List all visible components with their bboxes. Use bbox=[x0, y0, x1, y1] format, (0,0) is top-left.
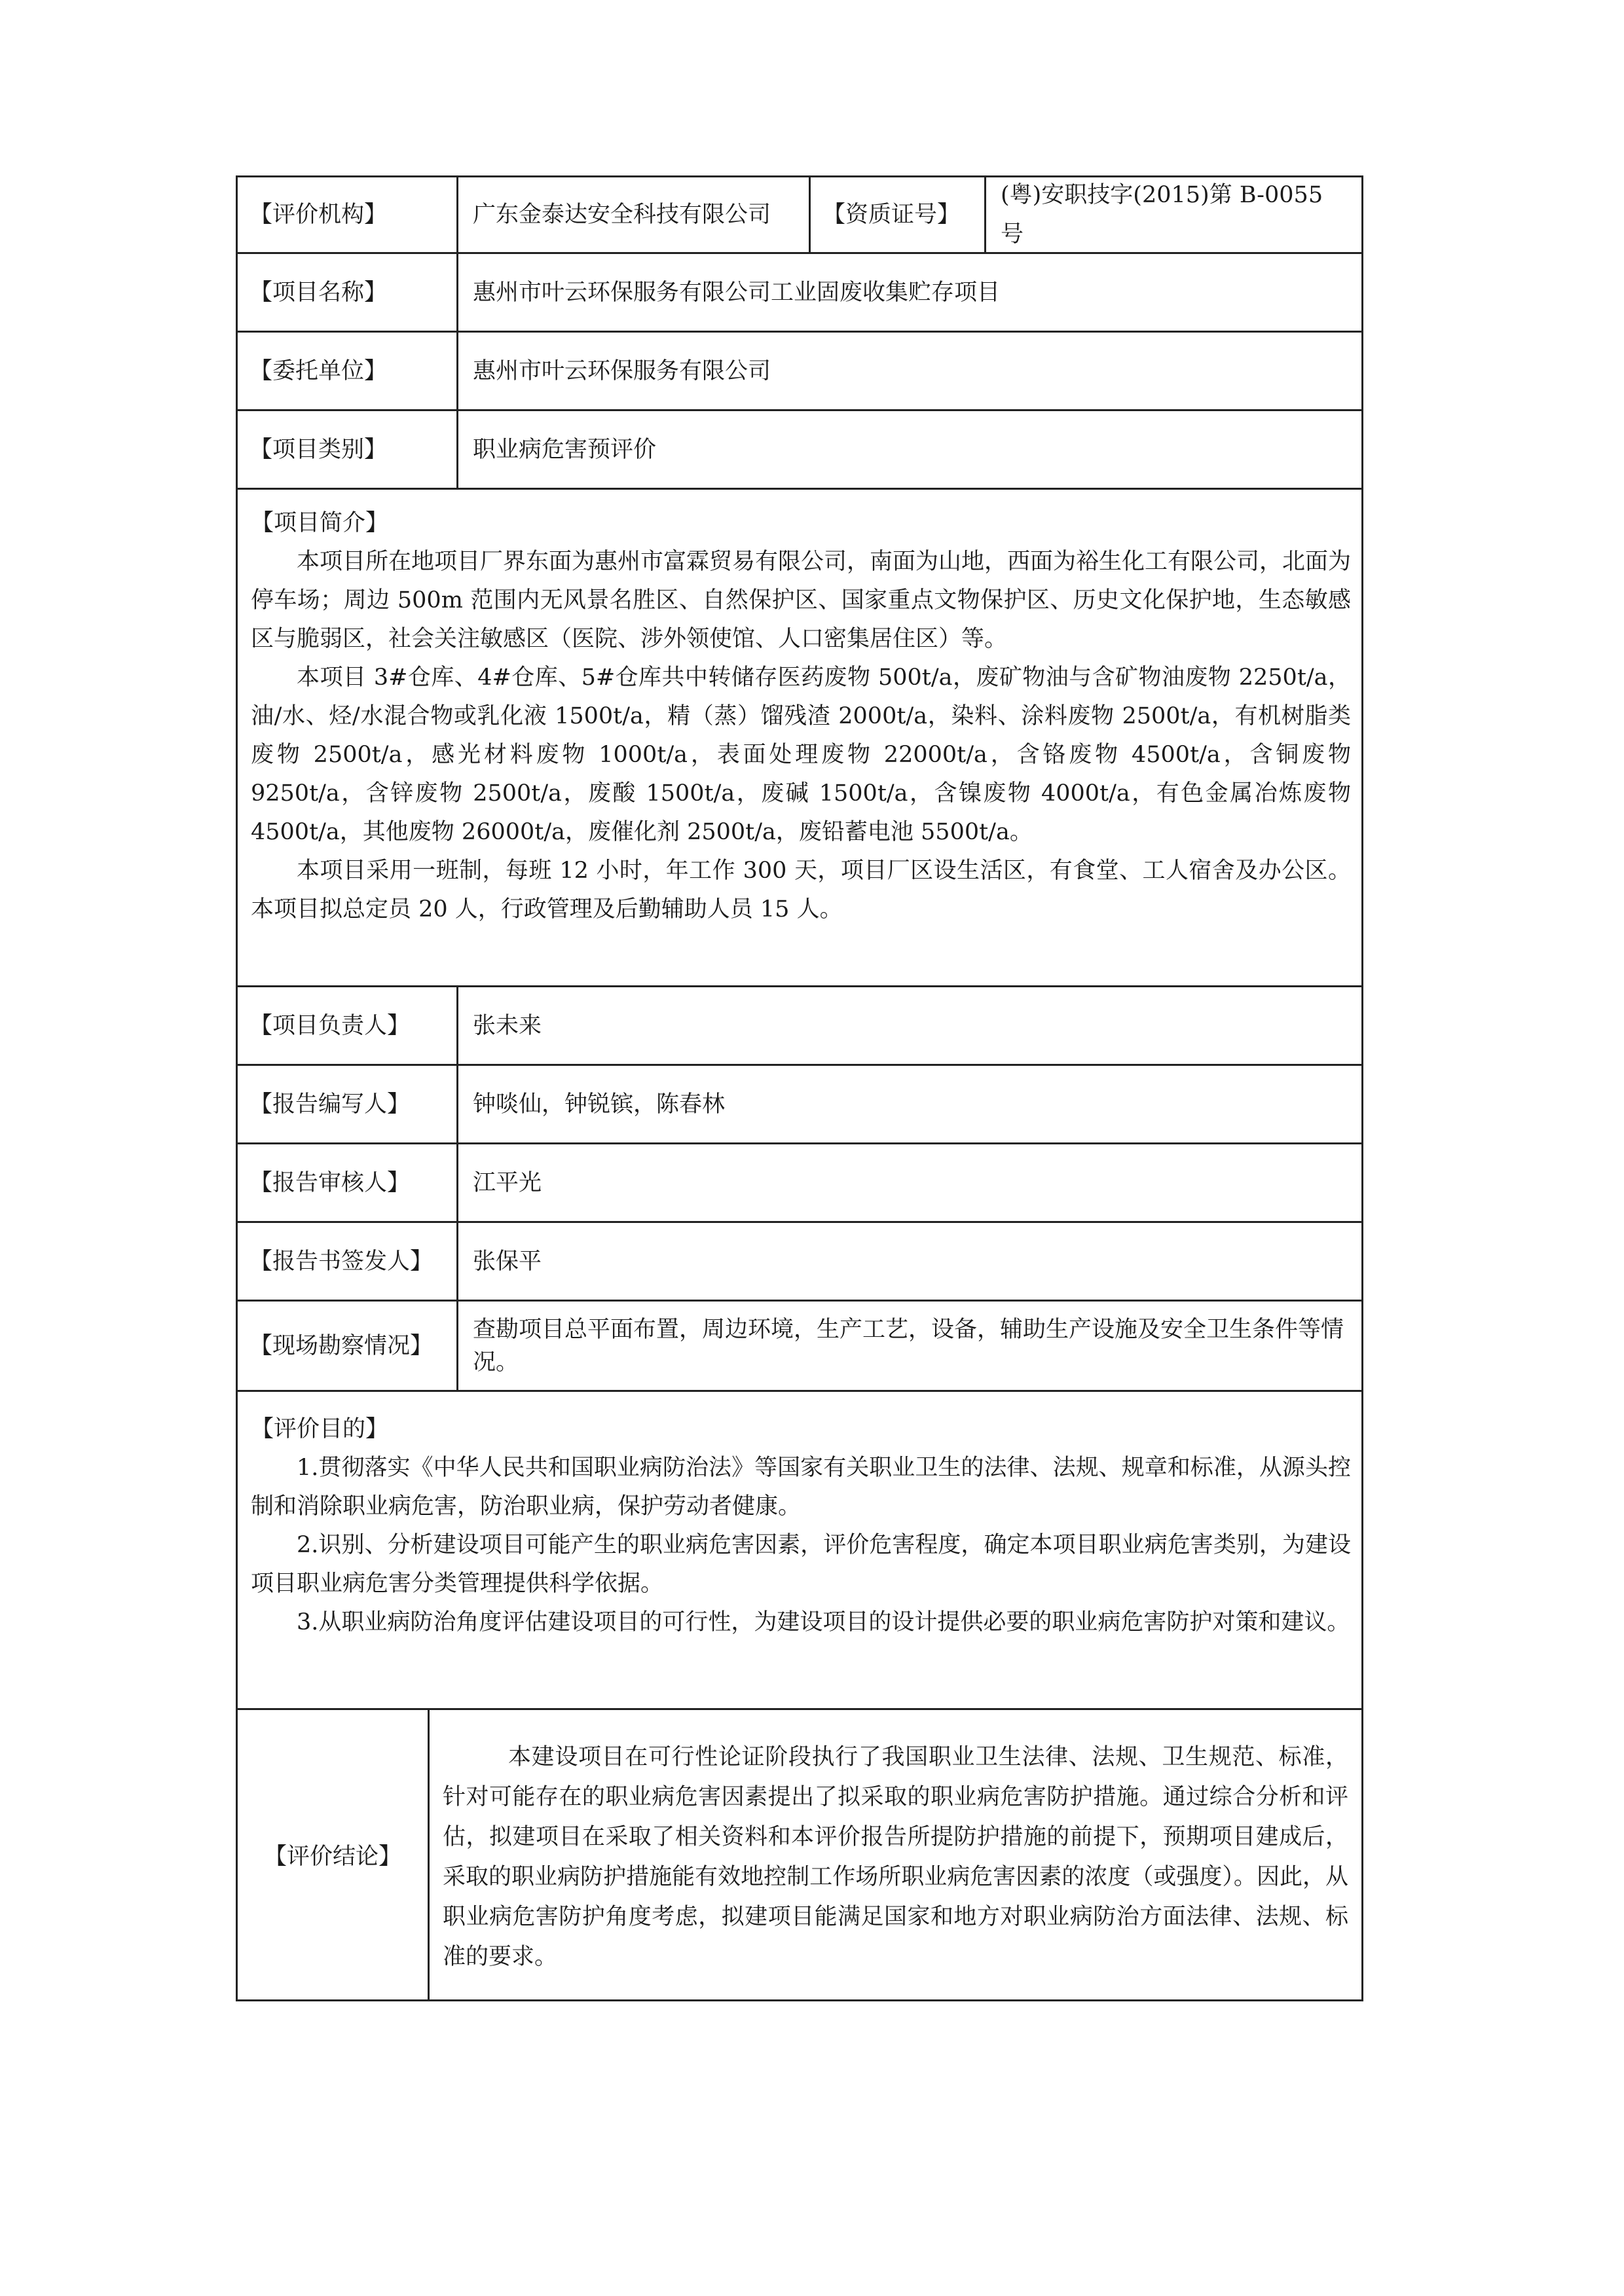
client-row bbox=[236, 333, 1363, 411]
project-name-row bbox=[236, 254, 1363, 333]
row-label: 【报告审核人】 bbox=[238, 1144, 458, 1221]
purpose-item: 3.从职业病防治角度评估建设项目的可行性，为建设项目的设计提供必要的职业病危害防护对策和建议。 bbox=[297, 1609, 1350, 1635]
org-label: 【评价机构】 bbox=[238, 177, 458, 252]
conclusion-text: 本建设项目在可行性论证阶段执行了我国职业卫生法律、法规、卫生规范、标准，针对可能存在的职业病危害因素提出了拟采取的职业病危害防护措施。通过综合分析和评估，拟建项目在采取了相关资料和本评价报告所提防护措施的前提下，预期项目建成后，采取的职业病防护措施能有效地控制工作场所职业病危害因素的浓度（或强度）。因此，从职业病危害防护角度考虑，拟建项目能满足国家和地方对职业病防治方面法律、法规、标准的要求。 bbox=[443, 1744, 1348, 1970]
conclusion-text-cell bbox=[430, 1710, 1361, 1999]
category-row bbox=[236, 411, 1363, 490]
row-label: 【报告编写人】 bbox=[238, 1066, 458, 1142]
conclusion-row bbox=[236, 1710, 1363, 2001]
report-reviewer-value: 江平光 bbox=[473, 1169, 542, 1196]
row-label: 【报告书签发人】 bbox=[238, 1223, 458, 1300]
client-value: 惠州市叶云环保服务有限公司 bbox=[473, 357, 771, 384]
site-survey-row bbox=[236, 1302, 1363, 1392]
intro-title: 【项目简介】 bbox=[251, 510, 389, 536]
report-signer-value: 张保平 bbox=[473, 1248, 542, 1275]
org-value: 广东金泰达安全科技有限公司 bbox=[458, 177, 811, 252]
purpose-title: 【评价目的】 bbox=[251, 1416, 389, 1442]
row-label: 【委托单位】 bbox=[238, 333, 458, 409]
row-label: 【项目负责人】 bbox=[238, 987, 458, 1064]
site-survey-value: 查勘项目总平面布置，周边环境，生产工艺，设备，辅助生产设施及安全卫生条件等情况。 bbox=[473, 1316, 1344, 1376]
project-name-value: 惠州市叶云环保服务有限公司工业固废收集贮存项目 bbox=[473, 279, 1001, 306]
report-writers-value: 钟啖仙，钟锐镔，陈春林 bbox=[473, 1091, 726, 1118]
project-lead-row bbox=[236, 987, 1363, 1066]
conclusion-label: 【评价结论】 bbox=[238, 1710, 430, 1999]
intro-paragraph: 本项目所在地项目厂界东面为惠州市富霖贸易有限公司，南面为山地，西面为裕生化工有限公司，北面为停车场；周边 500m 范围内无风景名胜区、自然保护区、国家重点文物保护区、历史文化保护地，生态敏感区与脆弱区，社会关注敏感区（医院、涉外领使馆、人口密集居住区）等。 bbox=[251, 549, 1352, 652]
cert-value: (粤)安职技字(2015)第 B-0055 号 bbox=[1001, 182, 1323, 247]
evaluation-purpose-block bbox=[236, 1392, 1363, 1710]
project-intro-block bbox=[236, 490, 1363, 987]
row-label: 【项目名称】 bbox=[238, 254, 458, 331]
row-label: 【现场勘察情况】 bbox=[238, 1302, 458, 1390]
evaluation-summary-table bbox=[236, 175, 1363, 2001]
report-reviewer-row bbox=[236, 1144, 1363, 1223]
purpose-item: 2.识别、分析建设项目可能产生的职业病危害因素，评价危害程度，确定本项目职业病危害类别，为建设项目职业病危害分类管理提供科学依据。 bbox=[251, 1532, 1351, 1597]
cert-label: 【资质证号】 bbox=[811, 177, 986, 252]
project-lead-value: 张未来 bbox=[473, 1012, 542, 1039]
category-value: 职业病危害预评价 bbox=[473, 436, 657, 463]
intro-paragraph: 本项目 3#仓库、4#仓库、5#仓库共中转储存医药废物 500t/a，废矿物油与含矿物油废物 2250t/a，油/水、烃/水混合物或乳化液 1500t/a，精（蒸）馏残渣 2000t/a，染料、涂料废物 2500t/a，有机树脂类废物 2500t/a，感光材料废物 1000t/a，表面处理废物 22000t/a，含铬废物 4500t/a，含铜废物 9250t/a，含锌废物 2500t/a，废酸 1500t/a，废碱 1500t/a，含镍废物 4000t/a，有色金属冶炼废物 4500t/a，其他废物 26000t/a，废催化剂 2500t/a，废铅蓄电池 5500t/a。 bbox=[251, 665, 1351, 845]
org-row bbox=[236, 175, 1363, 254]
purpose-item: 1.贯彻落实《中华人民共和国职业病防治法》等国家有关职业卫生的法律、法规、规章和标准，从源头控制和消除职业病危害，防治职业病，保护劳动者健康。 bbox=[251, 1455, 1351, 1520]
report-writers-row bbox=[236, 1066, 1363, 1144]
intro-paragraph: 本项目采用一班制，每班 12 小时，年工作 300 天，项目厂区设生活区，有食堂、工人宿舍及办公区。本项目拟总定员 20 人，行政管理及后勤辅助人员 15 人。 bbox=[251, 858, 1351, 922]
report-signer-row bbox=[236, 1223, 1363, 1302]
row-label: 【项目类别】 bbox=[238, 411, 458, 488]
